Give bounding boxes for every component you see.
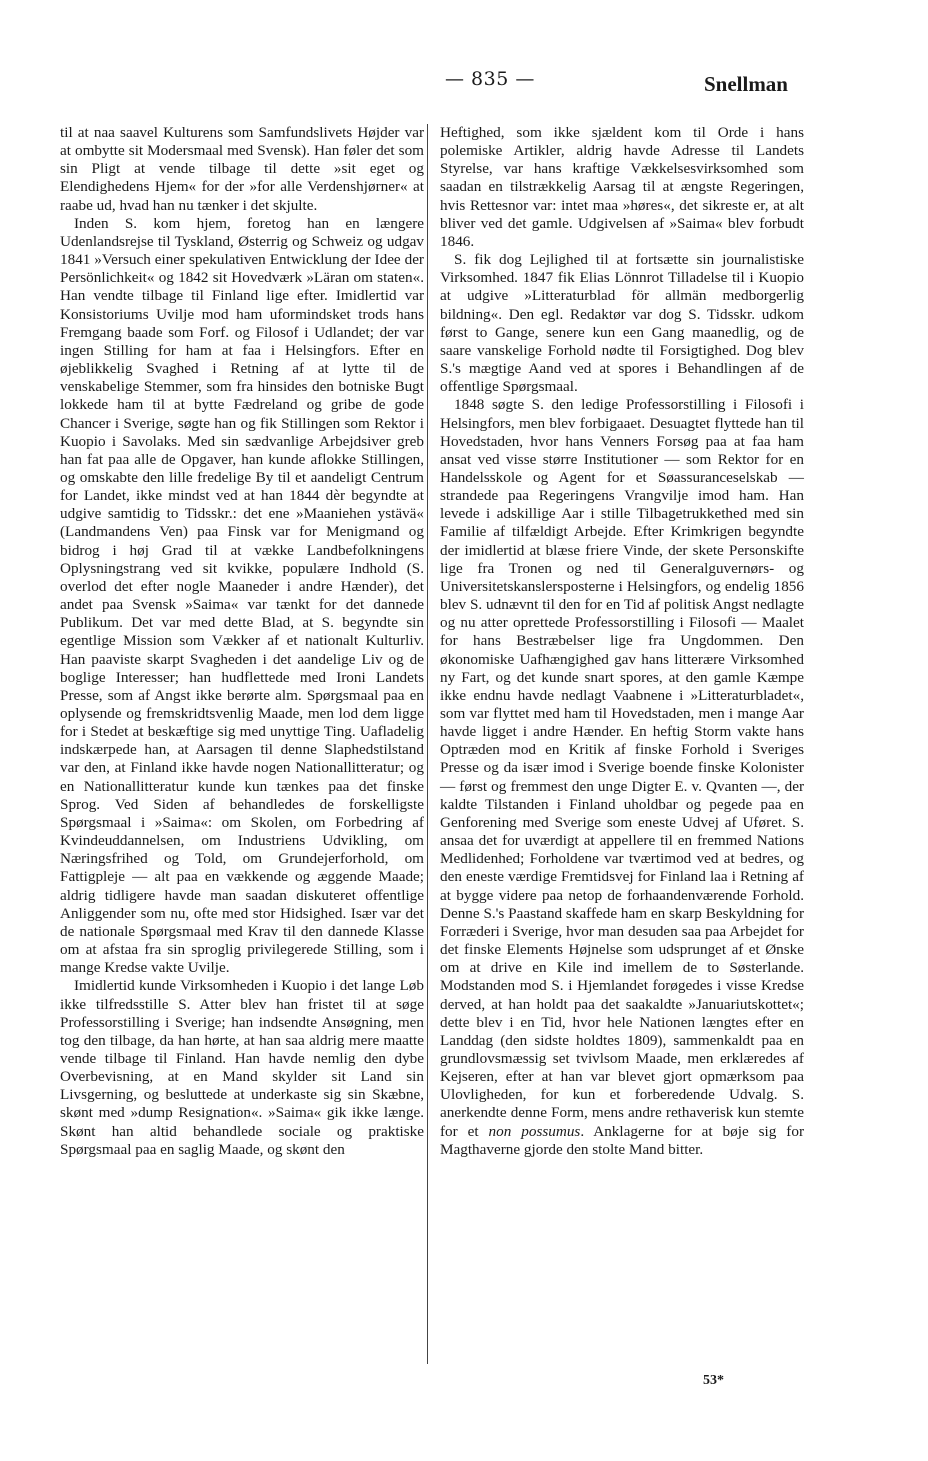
right-column	[440, 124, 804, 1159]
paragraph: Imidlertid kunde Virksomheden i Kuopio i det lange Løb ikke tilfredsstille S. Atter blev han fristet til at søge Professorstilling i Sverige; han indsendte Ansøgning, men tog den tilbage, da han hørte, at han saa aldrig mere maatte vende tilbage til Finland. Han havde nemlig den dybe Overbevisning, at en Mand skylder sit Land sin Livsgerning, og besluttede at underkaste sig sin Skæbne, skønt med »dump Resignation«. »Saima« gik ikke længe. Skønt han altid behandlede sociale og praktiske Spørgsmaal paa en saglig Maade, og skønt den	[60, 977, 424, 1158]
left-column	[60, 124, 424, 1159]
paragraph	[440, 396, 804, 1159]
running-head: Snellman	[703, 72, 788, 96]
page-header	[60, 68, 788, 108]
paragraph: til at naa saavel Kulturens som Samfundslivets Højder var at ombytte sit Modersmaal med Svensk). Han føler det som sin Pligt at vende tilbage til dette »sit eget og Elendighedens Hjem« for der »for alle Verdenshjørner« at raabe ud, hvad han nu tænker i det skjulte.	[60, 124, 424, 214]
italic-latin-phrase: non possumus	[488, 1122, 581, 1140]
column-divider	[427, 124, 428, 1364]
paragraph: S. fik dog Lejlighed til at fortsætte sin journalistiske Virksomhed. 1847 fik Elias Lönnrot Tilladelse til i Kuopio at udgive »Litteraturblad för allmän medborgerlig bildning«. Den egl. Redaktør var dog S. Tidsskr. udkom først to Gange, senere kun een Gang maanedlig, og de saare vanskelige Forhold nødte til Forsigtighed. Dog blev S.'s mægtige Aand ved at spores i Behandlingen af de offentlige Spørgsmaal.	[440, 251, 804, 396]
signature-mark: 53*	[703, 1373, 724, 1388]
page-number: — 835 —	[445, 68, 535, 90]
paragraph: Heftighed, som ikke sjældent kom til Orde i hans polemiske Artikler, aldrig havde Adresse til Landets Styrelse, var hans kraftige Vækkelsesvirksomhed som saadan en tilstrækkelig Aarsag til at ængste Regeringen, hvis Rettesnor var: intet maa »høres«, det sikreste er, at alt bliver ved det gamle. Udgivelsen af »Saima« blev forbudt 1846.	[440, 124, 804, 250]
paragraph: Inden S. kom hjem, foretog han en længere Udenlandsrejse til Tyskland, Østerrig og Schweiz og udgav 1841 »Versuch einer spekulativen Entwicklung der Idee der Persönlichkeit« og 1842 sit Hovedværk »Läran om staten«. Han vendte tilbage til Finland lige efter. Imidlertid var Konsistoriums Uvilje mod ham uformindsket trods hans Fremgang baade som Forf. og Filosof i Udlandet; der var ingen Stilling for ham at faa i Helsingfors. Efter en øjeblikkelig Svaghed i Retning af at lytte til de venskabelige Stemmer, som fra hinsides den botniske Bugt lokkede ham til at bytte Fædreland og gribe de gode Chancer i Sverige, søgte han og fik Stillingen som Rektor i Kuopio i Savolaks. Med sin sædvanlige Arbejdsiver greb han fat paa alle de Opgaver, han kunde aflokke Stillingen, og omskabte den lille fredelige By til et aandeligt Centrum for Landet, ikke mindst ved at han 1844 dèr begyndte at udgive samtidig to Tidsskr.: det ene »Maaniehen ystävä« (Landmandens Ven) paa Finsk var for Menigmand og bidrog i høj Grad til at vække Landbefolkningens Oplysningstrang ved sit kvikke, populære Indhold (S. overlod det efter nogle Maaneder i andre Hænder), det andet paa Svensk »Saima« var tænkt for det dannede Publikum. Det var med dette Blad, at S. begyndte sin egentlige Mission som Vækker af et nationalt Kulturliv. Han paaviste skarpt Svagheden i det aandelige Liv og de boglige Interesser; han hudflettede med Ironi Landets Presse, som af Angst ikke berørte alm. Spørgsmaal paa en oplysende og fremskridtsvenlig Maade, men lod dem ligge for i Stedet at beskæftige sig med unyttige Ting. Uafladelig indskærpede han, at Aarsagen til denne Slaphedstilstand var den, at Finland ikke havde nogen Nationallitteratur; og en Nationallitteratur kunde kun tænkes paa det finske Sprog. Ved Siden af behandledes de forskelligste Spørgsmaal i »Saima«: om Skolen, om Forbedring af Kvindeuddannelsen, om Industriens Udvikling, om Næringsfrihed og Told, om Grundejerforhold, om Fattigpleje — alt paa en vækkende og æggende Maade; aldrig tidligere havde man saadan diskuteret offentlige Anliggender som nu, ofte med stor Hidsighed. Især var det de nationale Spørgsmaal med Krav til den dannede Klasse om at afstaa fra sin sproglig privilegerede Stilling, som i mange Kredse vakte Uvilje.	[60, 214, 424, 977]
paragraph-text-end: . Anklagerne for at bøje sig for Magthaverne gjorde den stolte Mand bitter.	[440, 1122, 804, 1158]
paragraph-text: 1848 søgte S. den ledige Professorstilling i Filosofi i Helsingfors, men blev forbigaaet. Desuagtet flyttede han til Hovedstaden, hvor hans Venners Forsøg paa at faa ham ansat ved visse større Institutioner — som Rektor for en Handelsskole og Agent for et Søassuranceselskab — strandede paa Regeringens Vrangvilje imod ham. Han levede i adskillige Aar i stille Tilbagetrukkethed med sin Familie af tilfældigt Arbejde. Efter Krimkrigen begyndte der imidlertid at blæse friere Vinde, der skete Personskifte lige fra Tronen og ned til Generalguvernørs- og Universitetskanslersposterne i Helsingfors, og endelig 1856 blev S. udnævnt til den for en Tid af politisk Angst nedlagte og nu atter oprettede Professorstilling i Filosofi — Maalet for hans Bestræbelser lige fra Ungdommen. Den økonomiske Uafhængighed gav hans litterære Virksomhed ny Fart, og det kunde snart spores, at den gamle Kæmpe ikke endnu havde nedlagt Vaabnene i »Litteraturbladet«, som var flyttet med ham til Hovedstaden, men i mange Aar havde ligget i andre Hænder. En heftig Storm vakte hans Optræden mod en Kritik af finske Forhold i Sveriges Presse og da især imod i Sverige boende finske Kolonister — først og fremmest den unge Digter E. v. Qvanten —, der kaldte Tilstanden i Finland uholdbar og pegede paa en Genforening med Sverige som eneste Udvej af Uføret. S. ansaa det for uværdigt at appellere til en fremmed Nations Medlidenhed; Forholdene var tværtimod ved at bedres, og den eneste værdige Fremtidsvej for Finland laa i Retning af at bygge videre paa netop de forhaandenværende Forhold. Denne S.'s Paastand skaffede ham en skarp Beskyldning for Forræderi i Sverige, hvor man desuden saa paa Arbejdet for det finske Elements Højnelse som udsprunget af et Ønske om at drive en Kile ind imellem de to Søsterlande. Modstanden mod S. i Hjemlandet forøgedes i visse Kredse derved, at han holdt paa det saakaldte »Januariutskottet«; dette blev i en Tid, hvor hele Nationen længtes efter en Landdag (den sidste holdtes 1809), sammenkaldt paa en grundlovsmæssig set tvivlsom Maade, men erklæredes af Kejseren, efter at han var blevet gjort opmærksom paa Ulovligheden, for kun et forberedende Udvalg. S. anerkendte denne Form, mens andre rethaverisk kun stemte for et	[440, 396, 804, 1140]
